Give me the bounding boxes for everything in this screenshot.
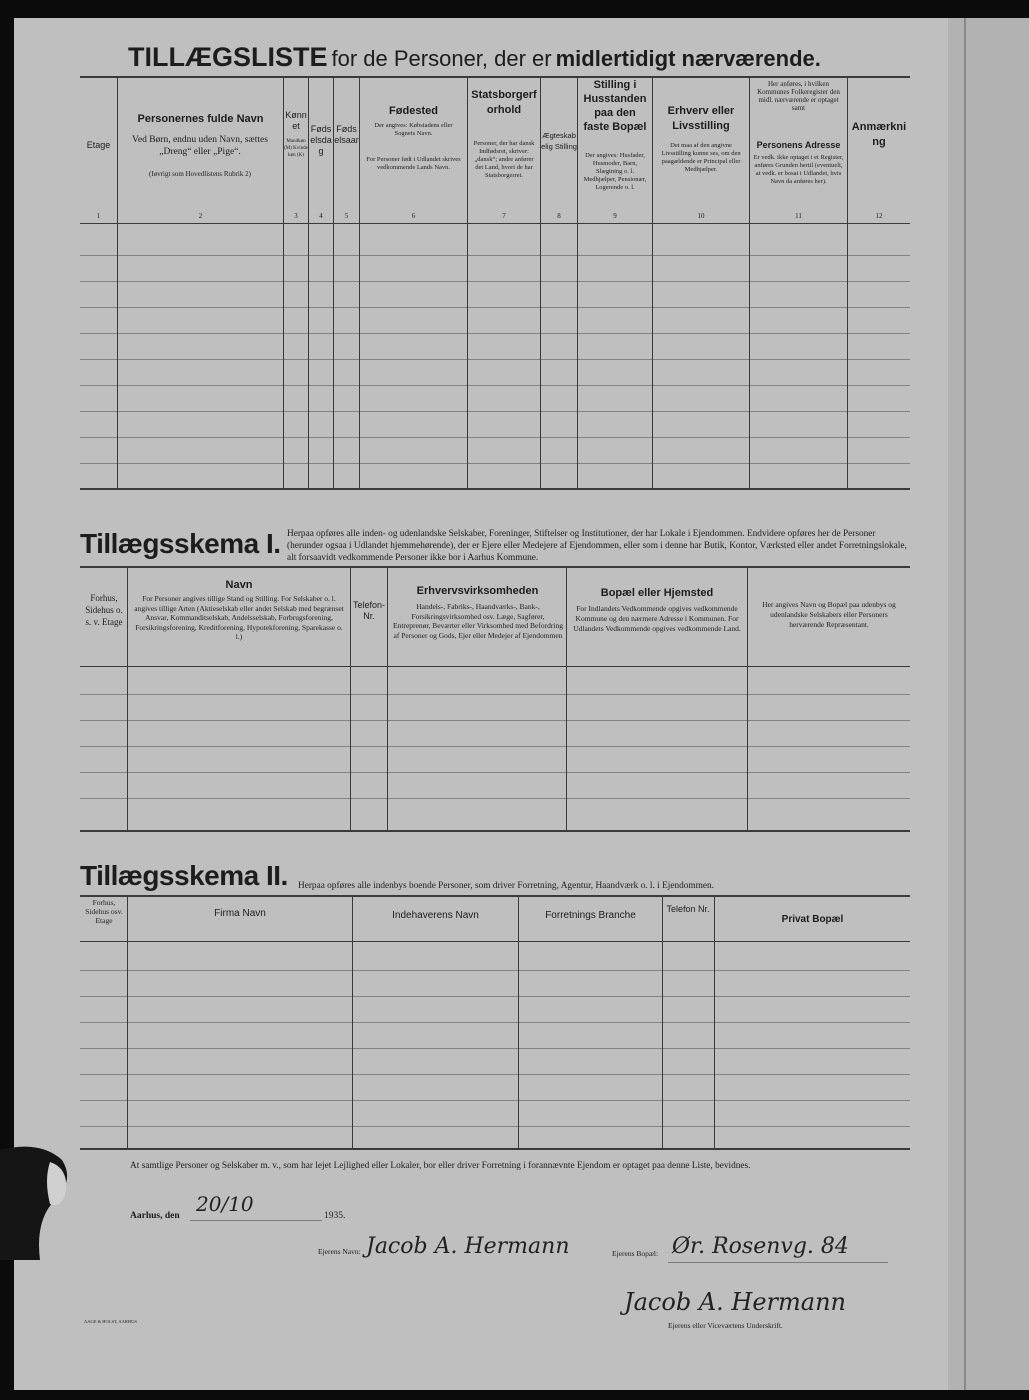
col-number: 6 (411, 212, 416, 220)
col-header-name: Personernes fulde Navn (137, 113, 264, 125)
s1-col-business-note: Handels-, Fabriks-, Haandværks-, Bank-, Forsikringsvirksomhed osv. Læge, Sagfører, Entreprenør, Beværter eller Virksomhed med Befordring af Personer og Gods, Ejer eller Medejer af Ejendommen (393, 602, 563, 640)
s2-col-phone: Telefon Nr. (666, 904, 710, 914)
col-birthplace-note2: For Personer født i Udlandet skrives vedkommende Lands Navn. (366, 156, 461, 171)
s1-col-residence: Bopæl eller Hjemsted (600, 587, 714, 599)
title-bold: TILLÆGSLISTE (128, 42, 328, 72)
col-header-citizenship: Statsborgerforhold (471, 89, 537, 116)
col-citizenship-note: Personer, der har dansk Indfødsret, skriver: „dansk“; andre anfører det Land, hvori de har Statsborgerret. (473, 140, 535, 179)
s2-col-address: Privat Bopæl (781, 914, 844, 925)
year-label: 1935. (324, 1211, 346, 1221)
col-number: 10 (697, 212, 705, 220)
col-number: 8 (557, 212, 561, 220)
signature-label: Ejerens eller Viceværtens Underskrift. (668, 1321, 783, 1330)
skema-1-title: Tillægsskema I. (80, 528, 281, 559)
s1-col-name: Navn (225, 579, 253, 591)
page-fold (964, 18, 966, 1390)
col-number: 11 (795, 212, 802, 220)
col-address-note: Er vedk. ikke optaget i et Register, anføres Grunden hertil (eventuelt, at vedk. er bosat i Udlandet, hvis Navn da anføres her). (753, 154, 844, 185)
col-number: 1 (96, 212, 101, 220)
s1-col-representative: Her angives Navn og Bopæl paa udenbys og udenlandske Selskabers eller Personers herværende Repræsentant. (762, 600, 896, 629)
col-gender-note: Mandkøn (M) Kvindekøn (K) (284, 139, 308, 158)
col-household-note: Der angives: Husfader, Husmoder, Barn, Slægtning o. l. Medhjælper, Pensionær, Logerende o. l. (583, 152, 647, 191)
next-page-edge (948, 18, 1029, 1390)
col-header-household: Stilling i Husstanden paa den faste Bopæl (583, 79, 647, 133)
col-number: 4 (319, 212, 323, 220)
col-header-birthday: Fødselsdag (310, 124, 332, 156)
s2-col-owner: Indehaverens Navn (392, 910, 479, 921)
col-header-occupation: Erhverv eller Livsstilling (667, 105, 735, 132)
col-address-pre: Her anføres, i hvilken Kommunes Folkeregister den midl. nærværende er optaget samt (757, 80, 840, 112)
col-header-remarks: Anmærkning (851, 121, 907, 148)
col-header-marital: Ægteskabelig Stilling (541, 131, 577, 151)
col-number: 5 (344, 212, 349, 220)
col-number: 7 (502, 212, 506, 220)
binder-clip-icon (0, 1140, 70, 1260)
col-occupation-note: Det maa af den angivne Livsstilling kunne ses, om den paagældende er Principal eller Medhjælper. (661, 142, 741, 173)
owner-name-handwritten: Jacob A. Hermann (366, 1234, 570, 1259)
col-birthplace-note: Der angives: Købstadens eller Sognets Navn. (374, 122, 453, 137)
col-header-birthyear: Fødselsaar (334, 124, 359, 145)
city-label: Aarhus, den (130, 1211, 180, 1221)
s1-col-phone: Telefon-Nr. (352, 600, 386, 621)
s1-col-floor: Forhus, Sidehus o. s. v. Etage (85, 593, 123, 627)
signature-handwritten: Jacob A. Hermann (624, 1288, 846, 1316)
s1-col-residence-note: For Indlandets Vedkommende opgives vedkommende Kommune og den nærmere Adresse i Kommunen. For Udlandets Vedkommende opgives vedkommende Land. (573, 604, 741, 633)
skema-2-title: Tillægsskema II. (80, 860, 288, 891)
printer-mark: AAGE & HOLST, AARHUS (84, 1319, 137, 1324)
col-header-gender: Kønnet (285, 110, 307, 131)
title-middle: for de Personer, der er (331, 46, 552, 71)
col-number: 3 (294, 212, 298, 220)
date-handwritten: 20/10 (196, 1192, 254, 1216)
col-number: 9 (613, 212, 617, 220)
col-number: 12 (875, 212, 883, 220)
s1-col-name-note: For Personer angives tillige Stand og Stilling. For Selskaber o. l. angives tillige Arten (Aktieselskab eller andet Selskab med begrænset Ansvar, Kommanditselskab, Andelsselskab, Forbrugsforening, Forsikringsforening, Kreditforening, Hypotekforening, Sparekasse o. l.) (134, 594, 344, 641)
skema-2-intro: Herpaa opføres alle indenbys boende Personer, som driver Forretning, Agentur, Haandværk o. l. i Ejendommen. (298, 881, 714, 891)
s2-col-firm: Firma Navn (214, 908, 266, 919)
s2-col-floor: Forhus, Sidehus osv. Etage (85, 898, 123, 925)
title-end: midlertidigt nærværende. (555, 46, 821, 71)
s2-col-branch: Forretnings Branche (545, 910, 636, 921)
owner-name-label: Ejerens Navn: (318, 1247, 361, 1256)
s1-col-business: Erhvervsvirksomheden (416, 585, 539, 597)
owner-address-handwritten: Ør. Rosenvg. 84 (672, 1234, 849, 1259)
skema-1-intro: Herpaa opføres alle inden- og udenlandske Selskaber, Foreninger, Stiftelser og Institutioner, der har Lokale i Ejendommen. Endvidere opføres her de Personer (herunder ogsaa i Udlandet hjemmehørende), der er Ejere eller Medejere af Ejendommen, eller som i denne har Butik, Kontor, Værksted eller andet Forretningslokale, alt forsaavidt vedkommende Personer ikke bor i Aarhus Kommune. (287, 529, 907, 563)
owner-address-label: Ejerens Bopæl: (612, 1249, 659, 1258)
declaration-text: At samtlige Personer og Selskaber m. v., som har lejet Lejlighed eller Lokaler, bor eller driver Forretning i forannævnte Ejendom er optaget paa denne Liste, bevidnes. (130, 1161, 751, 1171)
page-title (128, 42, 928, 76)
col-header-etage: Etage (86, 140, 111, 150)
col-name-note2: (Iøvrigt som Hovedlistens Rubrik 2) (149, 170, 251, 178)
col-header-birthplace: Fødested (389, 105, 438, 117)
col-name-note: Ved Børn, endnu uden Navn, sættes „Dreng“ eller „Pige“. (132, 135, 268, 157)
col-header-address: Personens Adresse (756, 140, 841, 150)
col-number: 2 (198, 212, 203, 220)
